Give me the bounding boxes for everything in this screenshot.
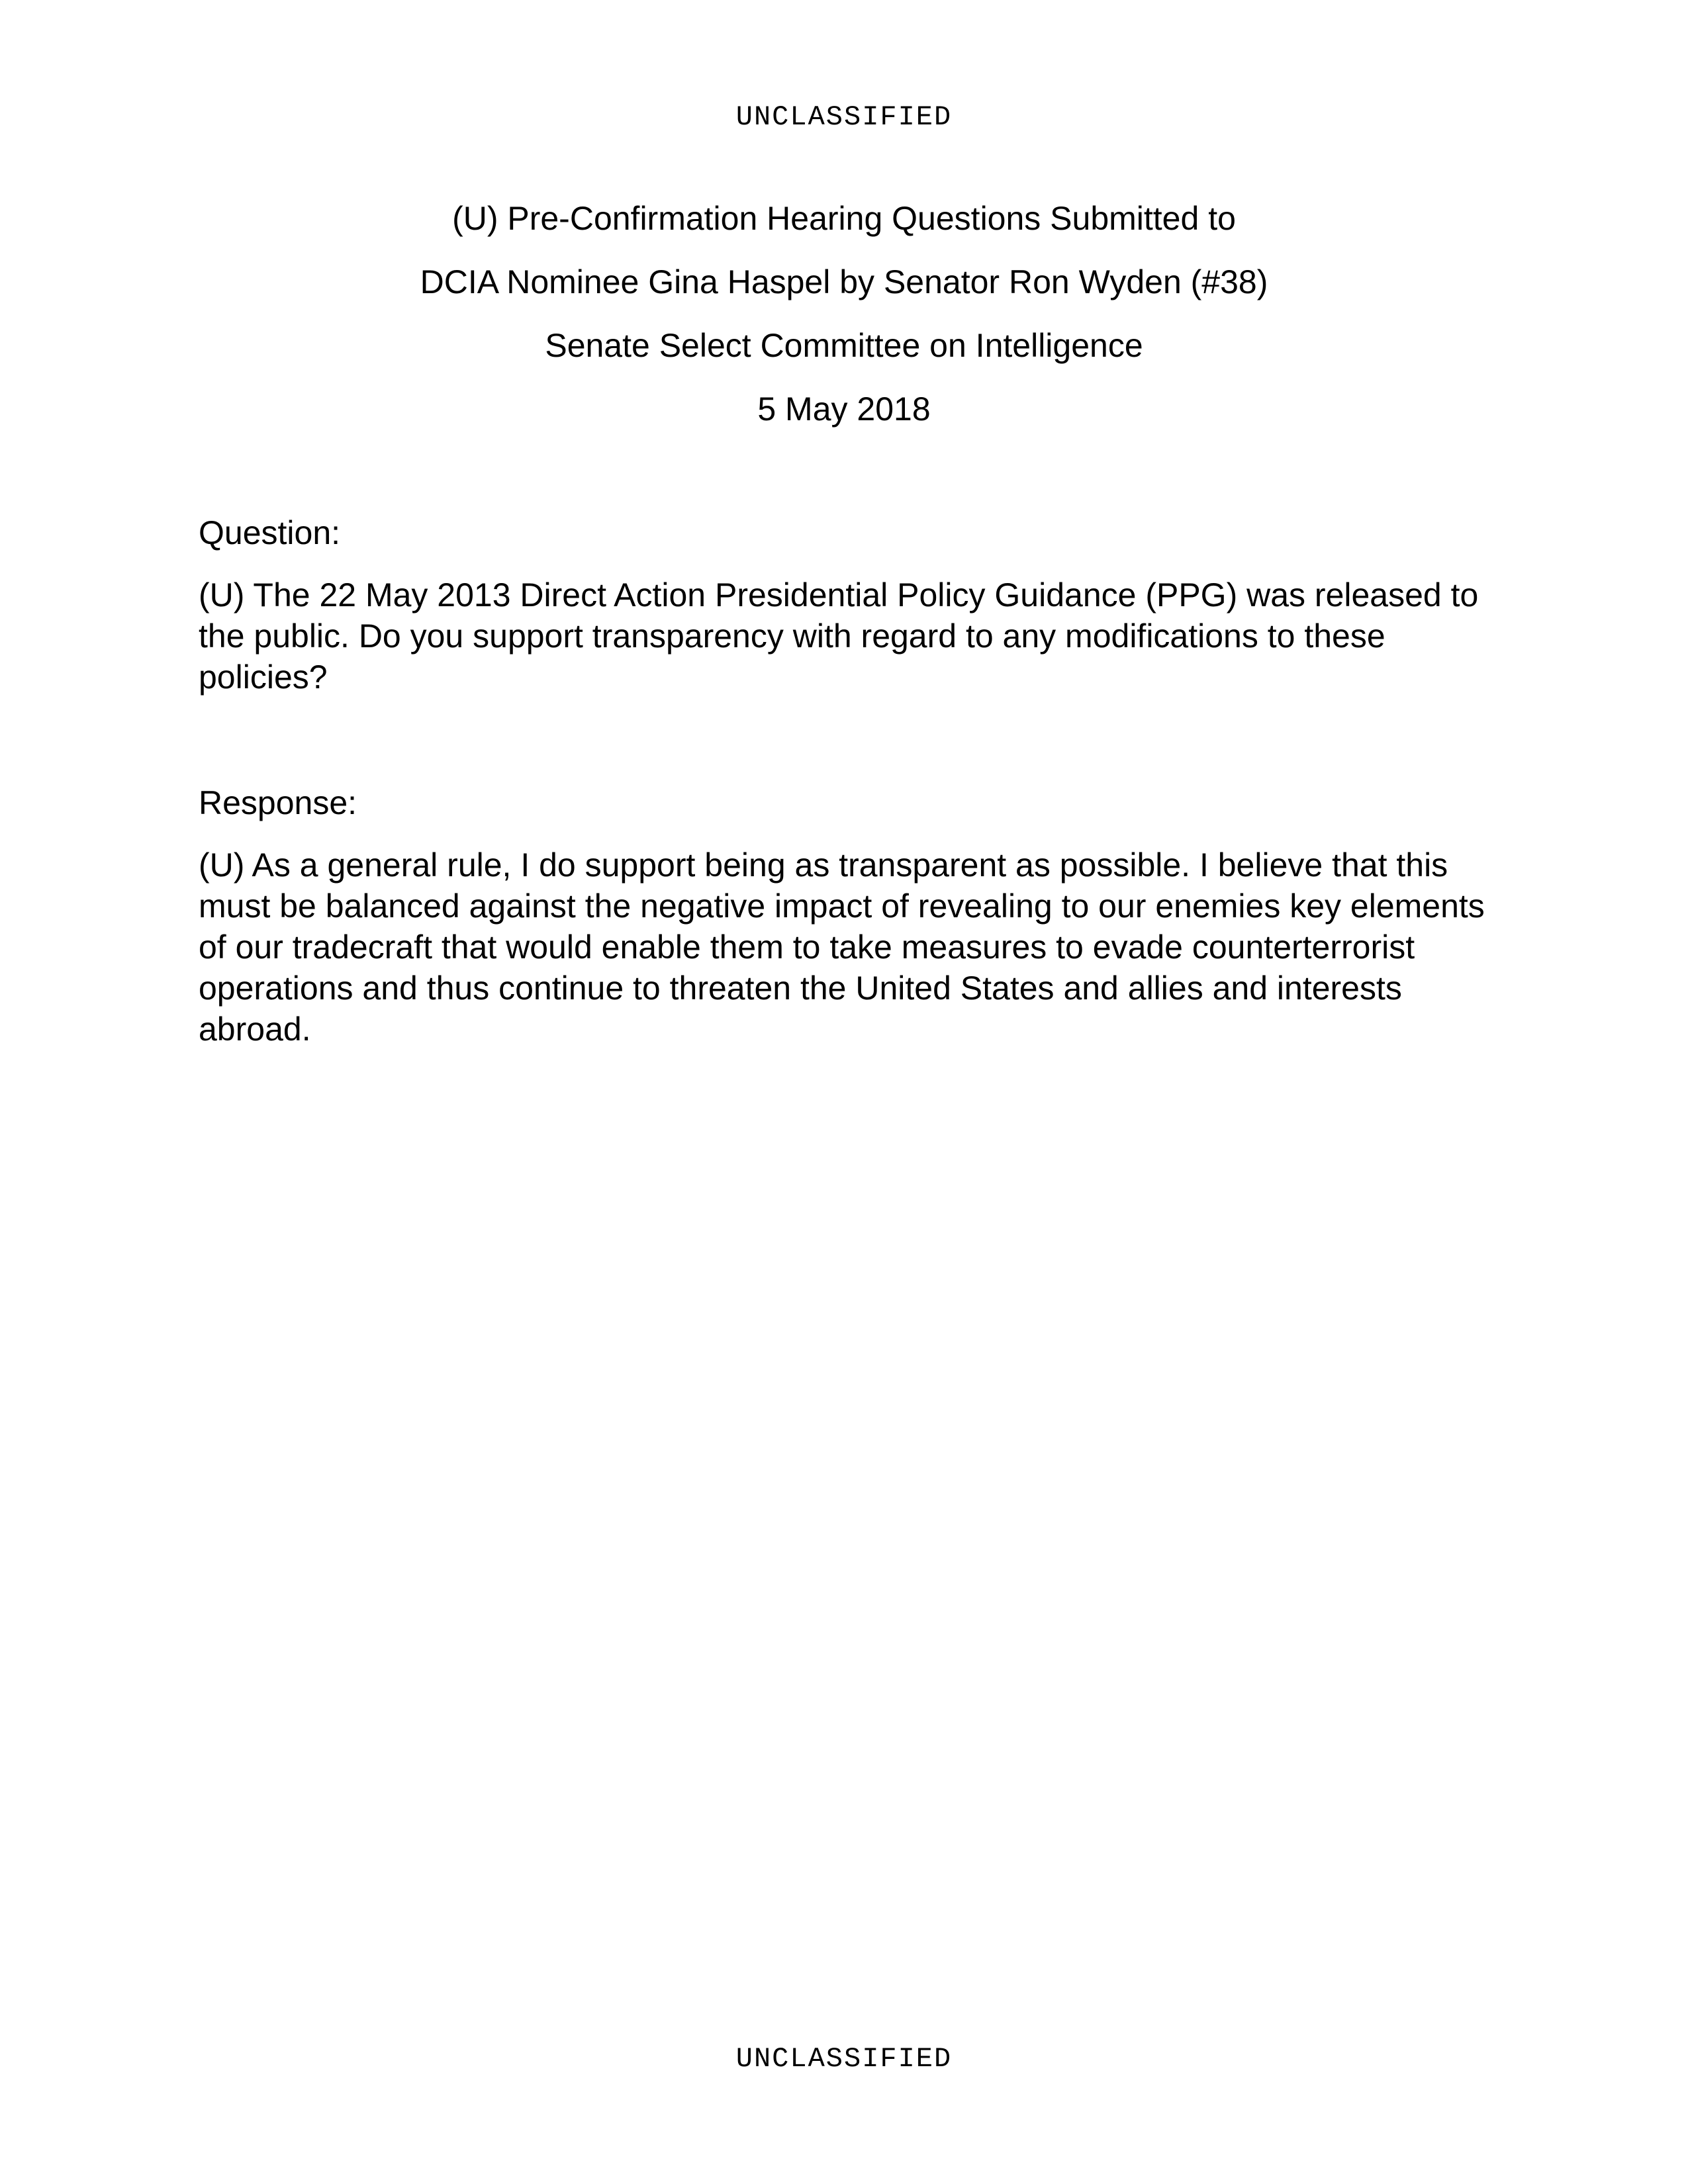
classification-marking-bottom: UNCLASSIFIED [735, 2043, 953, 2075]
title-line-3: Senate Select Committee on Intelligence [545, 327, 1143, 364]
question-text: (U) The 22 May 2013 Direct Action Presidential Policy Guidance (PPG) was released to the public. Do you support transparency with regard to any modifications to these policies? [199, 576, 1479, 696]
title-line-2: DCIA Nominee Gina Haspel by Senator Ron Wyden (#38) [420, 263, 1268, 300]
response-section [199, 782, 1509, 1050]
question-label: Question: [199, 514, 341, 551]
question-section [199, 512, 1509, 698]
response-text: (U) As a general rule, I do support being as transparent as possible. I believe that this must be balanced against the negative impact of revealing to our enemies key elements of our tradecraft that would enable them to take measures to evade counterterrorist operations and thus continue to threaten the United States and allies and interests abroad. [199, 846, 1485, 1048]
document-date: 5 May 2018 [757, 390, 931, 428]
title-line-1: (U) Pre-Confirmation Hearing Questions Submitted to [452, 200, 1236, 237]
response-label: Response: [199, 784, 357, 821]
document-title [0, 195, 1688, 449]
classification-marking-top: UNCLASSIFIED [735, 101, 953, 133]
